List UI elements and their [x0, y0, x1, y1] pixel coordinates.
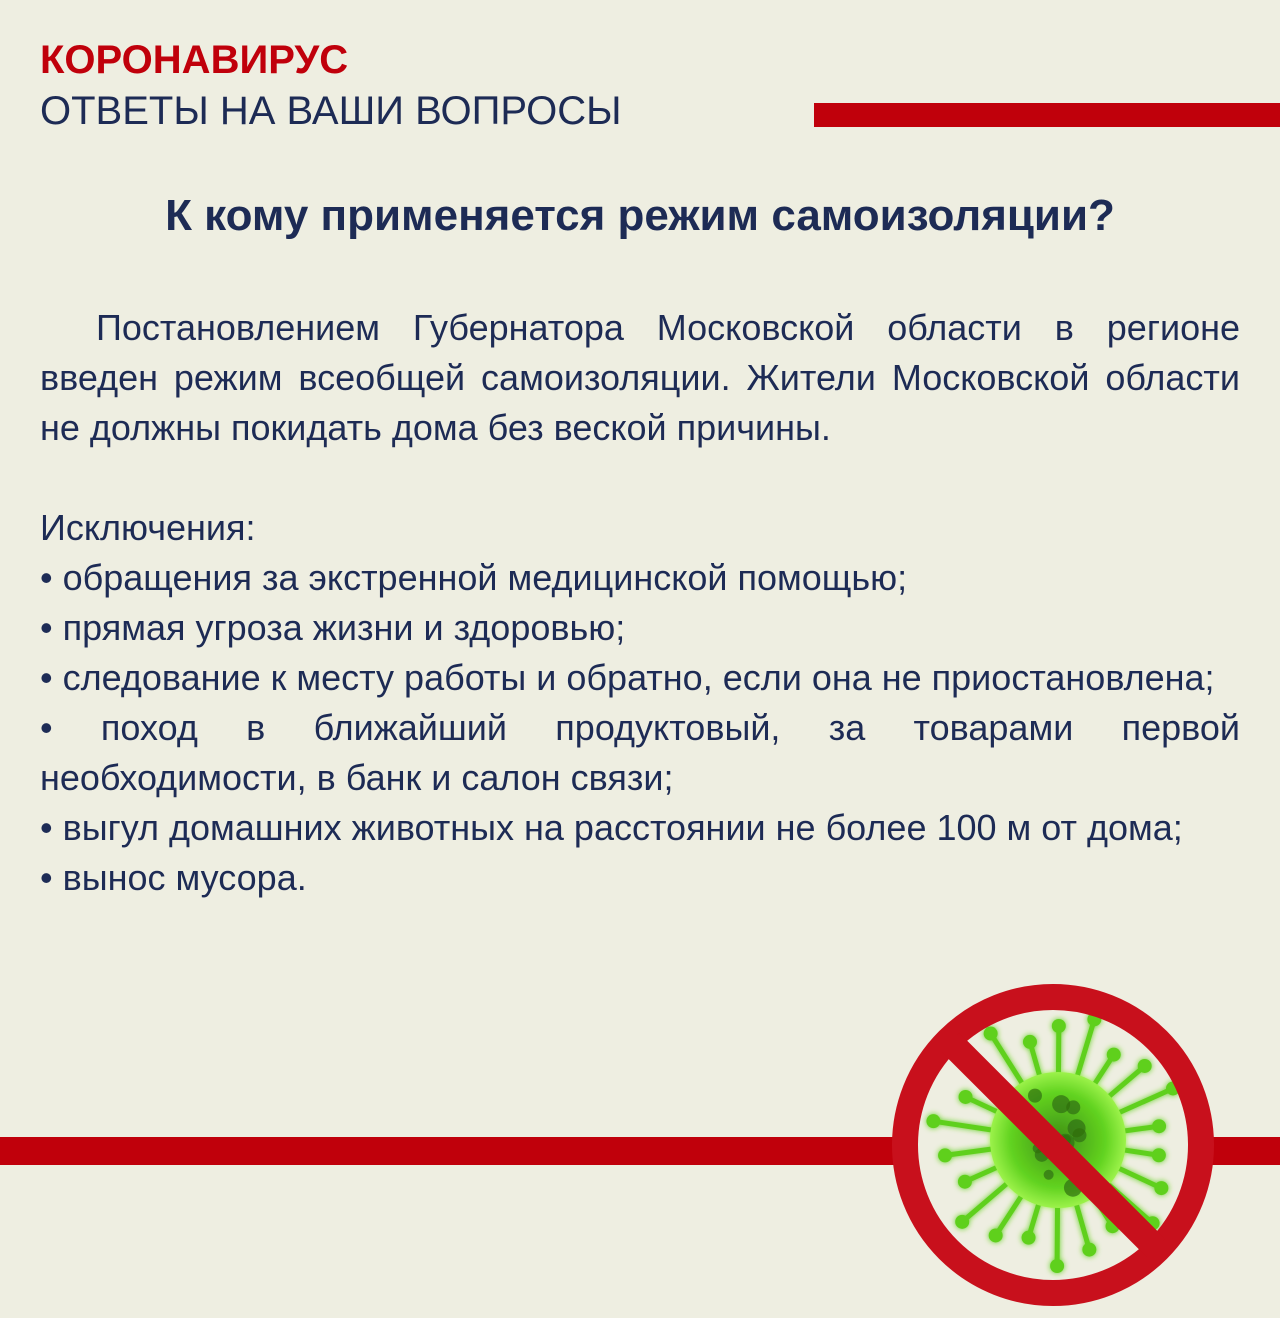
exception-item: • прямая угроза жизни и здоровью; [40, 603, 1240, 653]
exception-item: • обращения за экстренной медицинской помощью; [40, 553, 1240, 603]
intro-paragraph: Постановлением Губернатора Московской области в регионе введен режим всеобщей самоизоляции. Жители Московской области не должны покидать дома без веской причины. [40, 303, 1240, 453]
exception-item: • выгул домашних животных на расстоянии не более 100 м от дома; [40, 803, 1240, 853]
exceptions-title: Исключения: [40, 503, 1240, 553]
no-virus-sign-graphic [880, 972, 1226, 1318]
virus-spike-tip [1152, 1148, 1166, 1162]
virus-spike-tip [1050, 1259, 1064, 1273]
virus-spike-tip [989, 1228, 1003, 1242]
brand-title: КОРОНАВИРУС [40, 38, 348, 82]
virus-spike-tip [1138, 1059, 1152, 1073]
virus-spike-tip [1023, 1035, 1037, 1049]
virus-spike-tip [984, 1027, 998, 1041]
virus-spike-tip [1154, 1181, 1168, 1195]
virus-texture-dot [1072, 1128, 1086, 1142]
answer-body [40, 303, 1240, 903]
virus-texture-dot [1044, 1170, 1054, 1180]
virus-spike-tip [1022, 1231, 1036, 1245]
exception-item: • вынос мусора. [40, 853, 1240, 903]
question-heading: К кому применяется режим самоизоляции? [40, 190, 1240, 242]
virus-texture-dot [1028, 1089, 1042, 1103]
no-virus-sign-icon [880, 972, 1226, 1318]
virus-spike-tip [1152, 1119, 1166, 1133]
page-subtitle: ОТВЕТЫ НА ВАШИ ВОПРОСЫ [40, 88, 622, 134]
virus-spike-tip [1052, 1019, 1066, 1033]
top-red-stripe [814, 103, 1280, 127]
virus-spike-tip [926, 1114, 940, 1128]
paragraph-spacer [40, 453, 1240, 503]
virus-spike-tip [1082, 1243, 1096, 1257]
exception-item: • следование к месту работы и обратно, если она не приостановлена; [40, 653, 1240, 703]
virus-texture-dot [1066, 1100, 1080, 1114]
virus-spike-tip [1107, 1048, 1121, 1062]
virus-spike-tip [959, 1090, 973, 1104]
virus-spike-tip [955, 1215, 969, 1229]
virus-spike-tip [938, 1148, 952, 1162]
virus-spike-tip [958, 1175, 972, 1189]
exception-item: • поход в ближайший продуктовый, за товарами первой необходимости, в банк и салон связи; [40, 703, 1240, 803]
